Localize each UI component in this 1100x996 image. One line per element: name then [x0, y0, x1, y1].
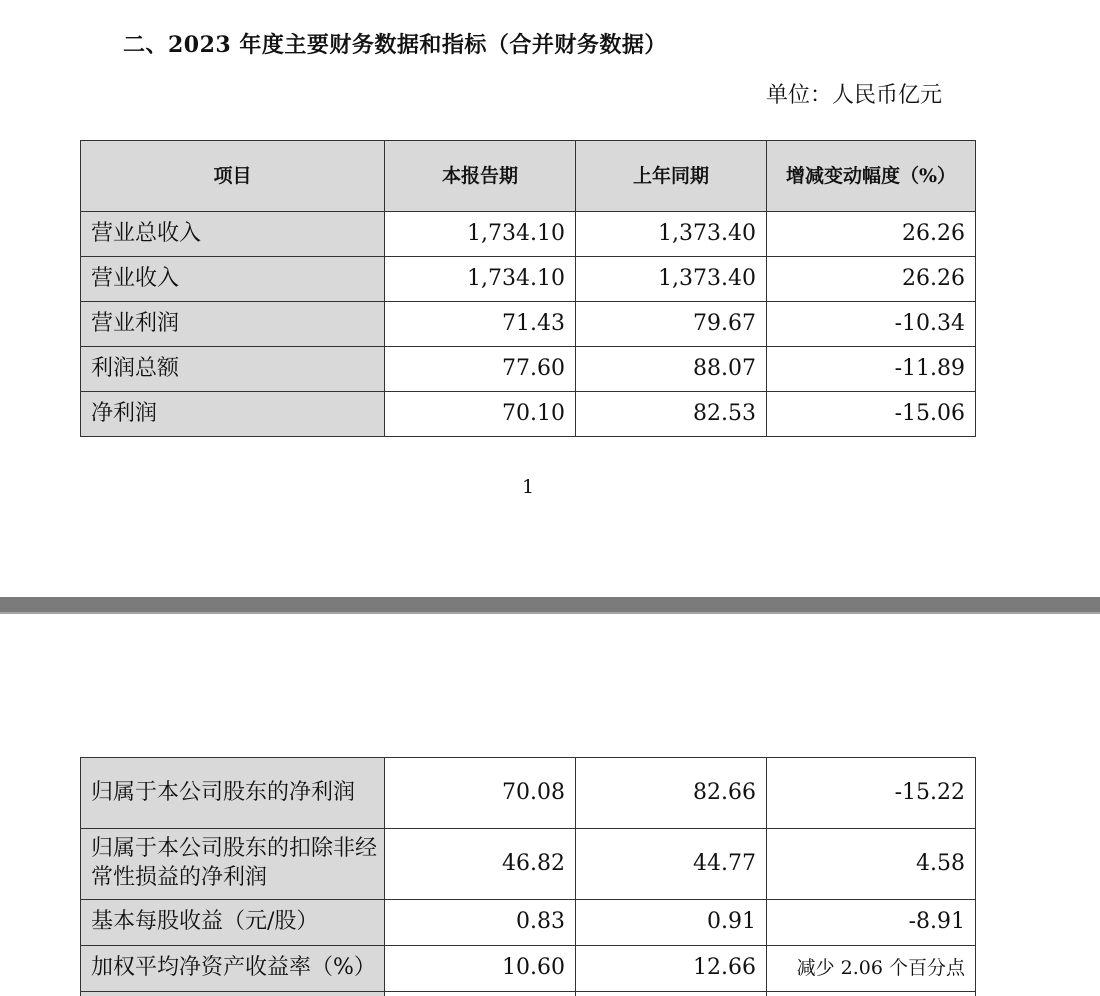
financial-table-page2 — [80, 757, 976, 996]
cell-current: 0.83 — [385, 900, 576, 946]
row-label: 营业利润 — [81, 302, 385, 347]
row-label: 归属于本公司股东的扣除非经常性损益的净利润 — [81, 829, 385, 900]
cell-change: 减少 2.06 个百分点 — [767, 946, 976, 992]
financial-table-page1 — [80, 140, 976, 437]
cell-current: 77.60 — [385, 347, 576, 392]
cell-current: 10.60 — [385, 946, 576, 992]
page-divider — [0, 597, 1100, 614]
cell-change: -15.22 — [767, 758, 976, 829]
header-item: 项目 — [81, 141, 385, 212]
section-title: 二、2023 年度主要财务数据和指标（合并财务数据） — [123, 32, 667, 58]
cell-prior: 1,373.40 — [576, 212, 767, 257]
row-label: 净利润 — [81, 392, 385, 437]
cell-change: 26.26 — [767, 257, 976, 302]
cell-change: 26.26 — [767, 212, 976, 257]
table-row — [81, 212, 976, 257]
table-header-row — [81, 141, 976, 212]
cell-current: 71.43 — [385, 302, 576, 347]
cell-prior: 82.66 — [576, 758, 767, 829]
header-prior-period: 上年同期 — [576, 141, 767, 212]
cell-cut — [767, 992, 976, 996]
cell-prior: 0.91 — [576, 900, 767, 946]
row-label: 归属于本公司股东的净利润 — [81, 758, 385, 829]
table-row — [81, 347, 976, 392]
cell-cut — [576, 992, 767, 996]
row-label: 基本每股收益（元/股） — [81, 900, 385, 946]
row-label: 加权平均净资产收益率（%） — [81, 946, 385, 992]
table-row-continued — [81, 992, 976, 996]
cell-prior: 1,373.40 — [576, 257, 767, 302]
cell-prior: 44.77 — [576, 829, 767, 900]
table-row — [81, 257, 976, 302]
cell-change: -15.06 — [767, 392, 976, 437]
cell-prior: 79.67 — [576, 302, 767, 347]
table-row — [81, 392, 976, 437]
header-change-pct: 增减变动幅度（%） — [767, 141, 976, 212]
cell-cut — [385, 992, 576, 996]
cell-change: 4.58 — [767, 829, 976, 900]
cell-prior: 88.07 — [576, 347, 767, 392]
row-label: 利润总额 — [81, 347, 385, 392]
cell-prior: 82.53 — [576, 392, 767, 437]
cell-current: 1,734.10 — [385, 212, 576, 257]
cell-current: 46.82 — [385, 829, 576, 900]
table-row — [81, 946, 976, 992]
cell-current: 70.08 — [385, 758, 576, 829]
page-number: 1 — [522, 476, 535, 498]
table-row — [81, 829, 976, 900]
row-label: 营业收入 — [81, 257, 385, 302]
cell-change: -10.34 — [767, 302, 976, 347]
cell-prior: 12.66 — [576, 946, 767, 992]
cell-current: 1,734.10 — [385, 257, 576, 302]
table-row — [81, 900, 976, 946]
row-label: 营业总收入 — [81, 212, 385, 257]
header-current-period: 本报告期 — [385, 141, 576, 212]
table-row — [81, 302, 976, 347]
table-row — [81, 758, 976, 829]
cell-change: -11.89 — [767, 347, 976, 392]
cell-change: -8.91 — [767, 900, 976, 946]
cell-current: 70.10 — [385, 392, 576, 437]
unit-label: 单位：人民币亿元 — [766, 83, 943, 108]
row-label-cut — [81, 992, 385, 996]
